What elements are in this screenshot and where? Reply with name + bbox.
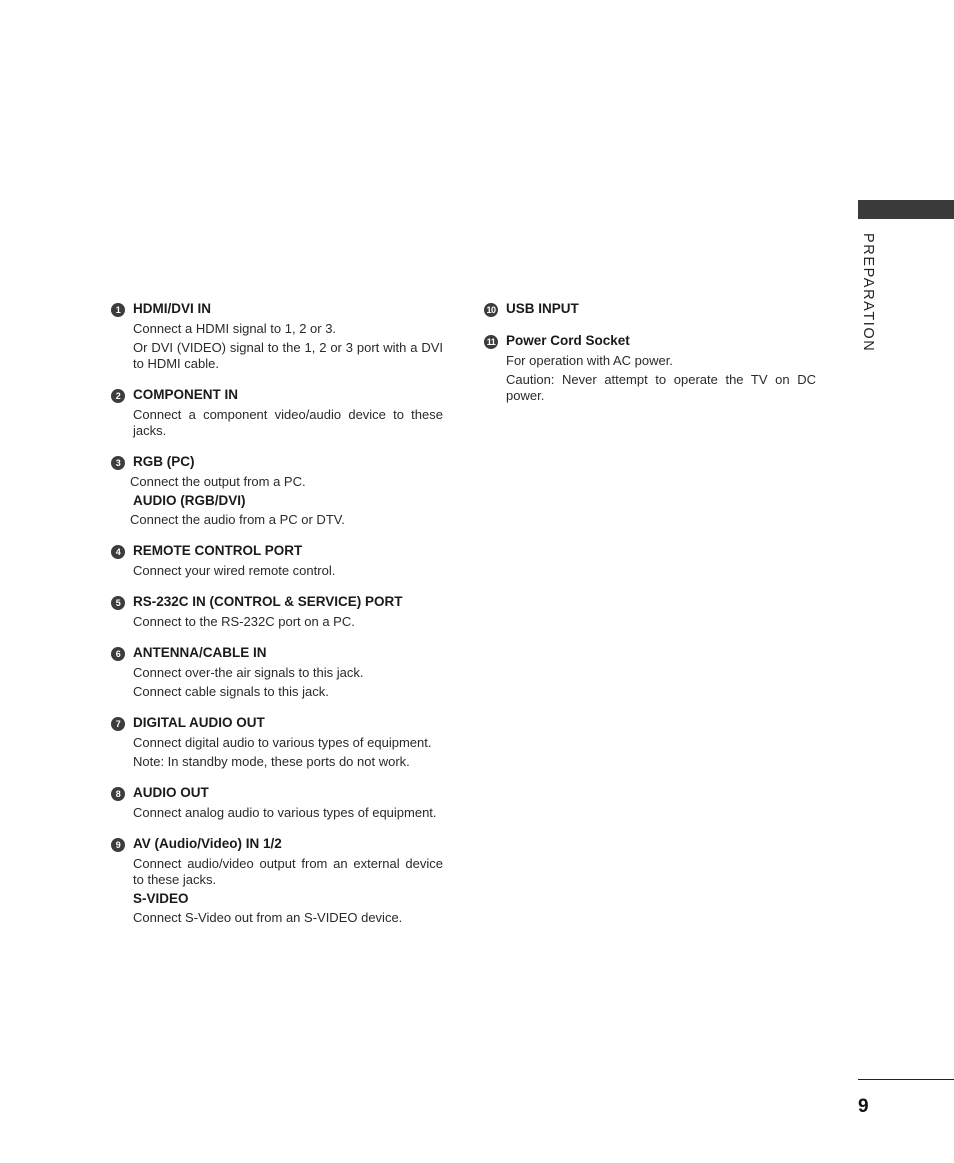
list-item-antenna-cable-in	[111, 644, 443, 700]
number-badge: 10	[484, 303, 498, 317]
item-description: For operation with AC power.	[506, 353, 673, 368]
number-badge: 4	[111, 545, 125, 559]
item-description: Connect a HDMI signal to 1, 2 or 3.	[133, 321, 337, 336]
item-title: Power Cord Socket	[506, 333, 630, 348]
number-badge: 3	[111, 456, 125, 470]
item-description: Connect cable signals to this jack.	[133, 684, 329, 699]
list-item-digital-audio-out	[111, 714, 443, 770]
number-badge: 8	[111, 787, 125, 801]
number-badge: 6	[111, 647, 125, 661]
item-sub-description: Connect S-Video out from an S-VIDEO device.	[133, 910, 403, 925]
section-tab-bar	[858, 200, 954, 219]
item-title: RS-232C IN (CONTROL & SERVICE) PORT	[133, 594, 403, 609]
list-item-component-in	[111, 386, 443, 439]
item-title: COMPONENT IN	[133, 387, 239, 402]
list-item-power-cord-socket	[484, 332, 816, 404]
item-description: Or DVI (VIDEO) signal to the 1, 2 or 3 port with a DVI to HDMI cable.	[133, 340, 443, 371]
number-badge: 1	[111, 303, 125, 317]
footer-rule	[858, 1079, 954, 1080]
number-badge: 11	[484, 335, 498, 349]
right-column	[484, 300, 816, 418]
number-badge: 9	[111, 838, 125, 852]
section-label: PREPARATION	[860, 233, 876, 353]
number-badge: 7	[111, 717, 125, 731]
item-description: Connect over-the air signals to this jack.	[133, 665, 364, 680]
item-description: Connect to the RS-232C port on a PC.	[133, 614, 355, 629]
item-title: DIGITAL AUDIO OUT	[133, 715, 265, 730]
item-subtitle: AUDIO (RGB/DVI)	[133, 493, 246, 508]
item-caution: Caution: Never attempt to operate the TV on DC power.	[506, 372, 816, 403]
list-item-audio-out	[111, 784, 443, 821]
item-sub-description: Connect the audio from a PC or DTV.	[130, 512, 345, 527]
item-description: Connect your wired remote control.	[133, 563, 336, 578]
list-item-rgb-pc	[111, 453, 443, 528]
list-item-rs232c-port	[111, 593, 443, 630]
item-description: Connect a component video/audio device to these jacks.	[133, 407, 443, 438]
item-description: Connect analog audio to various types of equipment.	[133, 805, 437, 820]
item-description: Connect digital audio to various types of equipment.	[133, 735, 432, 750]
item-title: RGB (PC)	[133, 454, 195, 469]
item-title: AUDIO OUT	[133, 785, 209, 800]
list-item-av-in	[111, 835, 443, 926]
page-number: 9	[858, 1096, 869, 1117]
item-title: AV (Audio/Video) IN 1/2	[133, 836, 282, 851]
item-title: ANTENNA/CABLE IN	[133, 645, 267, 660]
item-description: Connect the output from a PC.	[130, 474, 306, 489]
left-column	[111, 300, 443, 940]
list-item-usb-input	[484, 300, 816, 318]
list-item-remote-control-port	[111, 542, 443, 579]
list-item-hdmi-dvi-in	[111, 300, 443, 372]
item-note: Note: In standby mode, these ports do not work.	[133, 754, 410, 769]
item-subtitle: S-VIDEO	[133, 891, 189, 906]
item-description: Connect audio/video output from an external device to these jacks.	[133, 856, 443, 887]
number-badge: 5	[111, 596, 125, 610]
item-title: USB INPUT	[506, 301, 579, 316]
number-badge: 2	[111, 389, 125, 403]
item-title: HDMI/DVI IN	[133, 301, 212, 316]
item-title: REMOTE CONTROL PORT	[133, 543, 303, 558]
